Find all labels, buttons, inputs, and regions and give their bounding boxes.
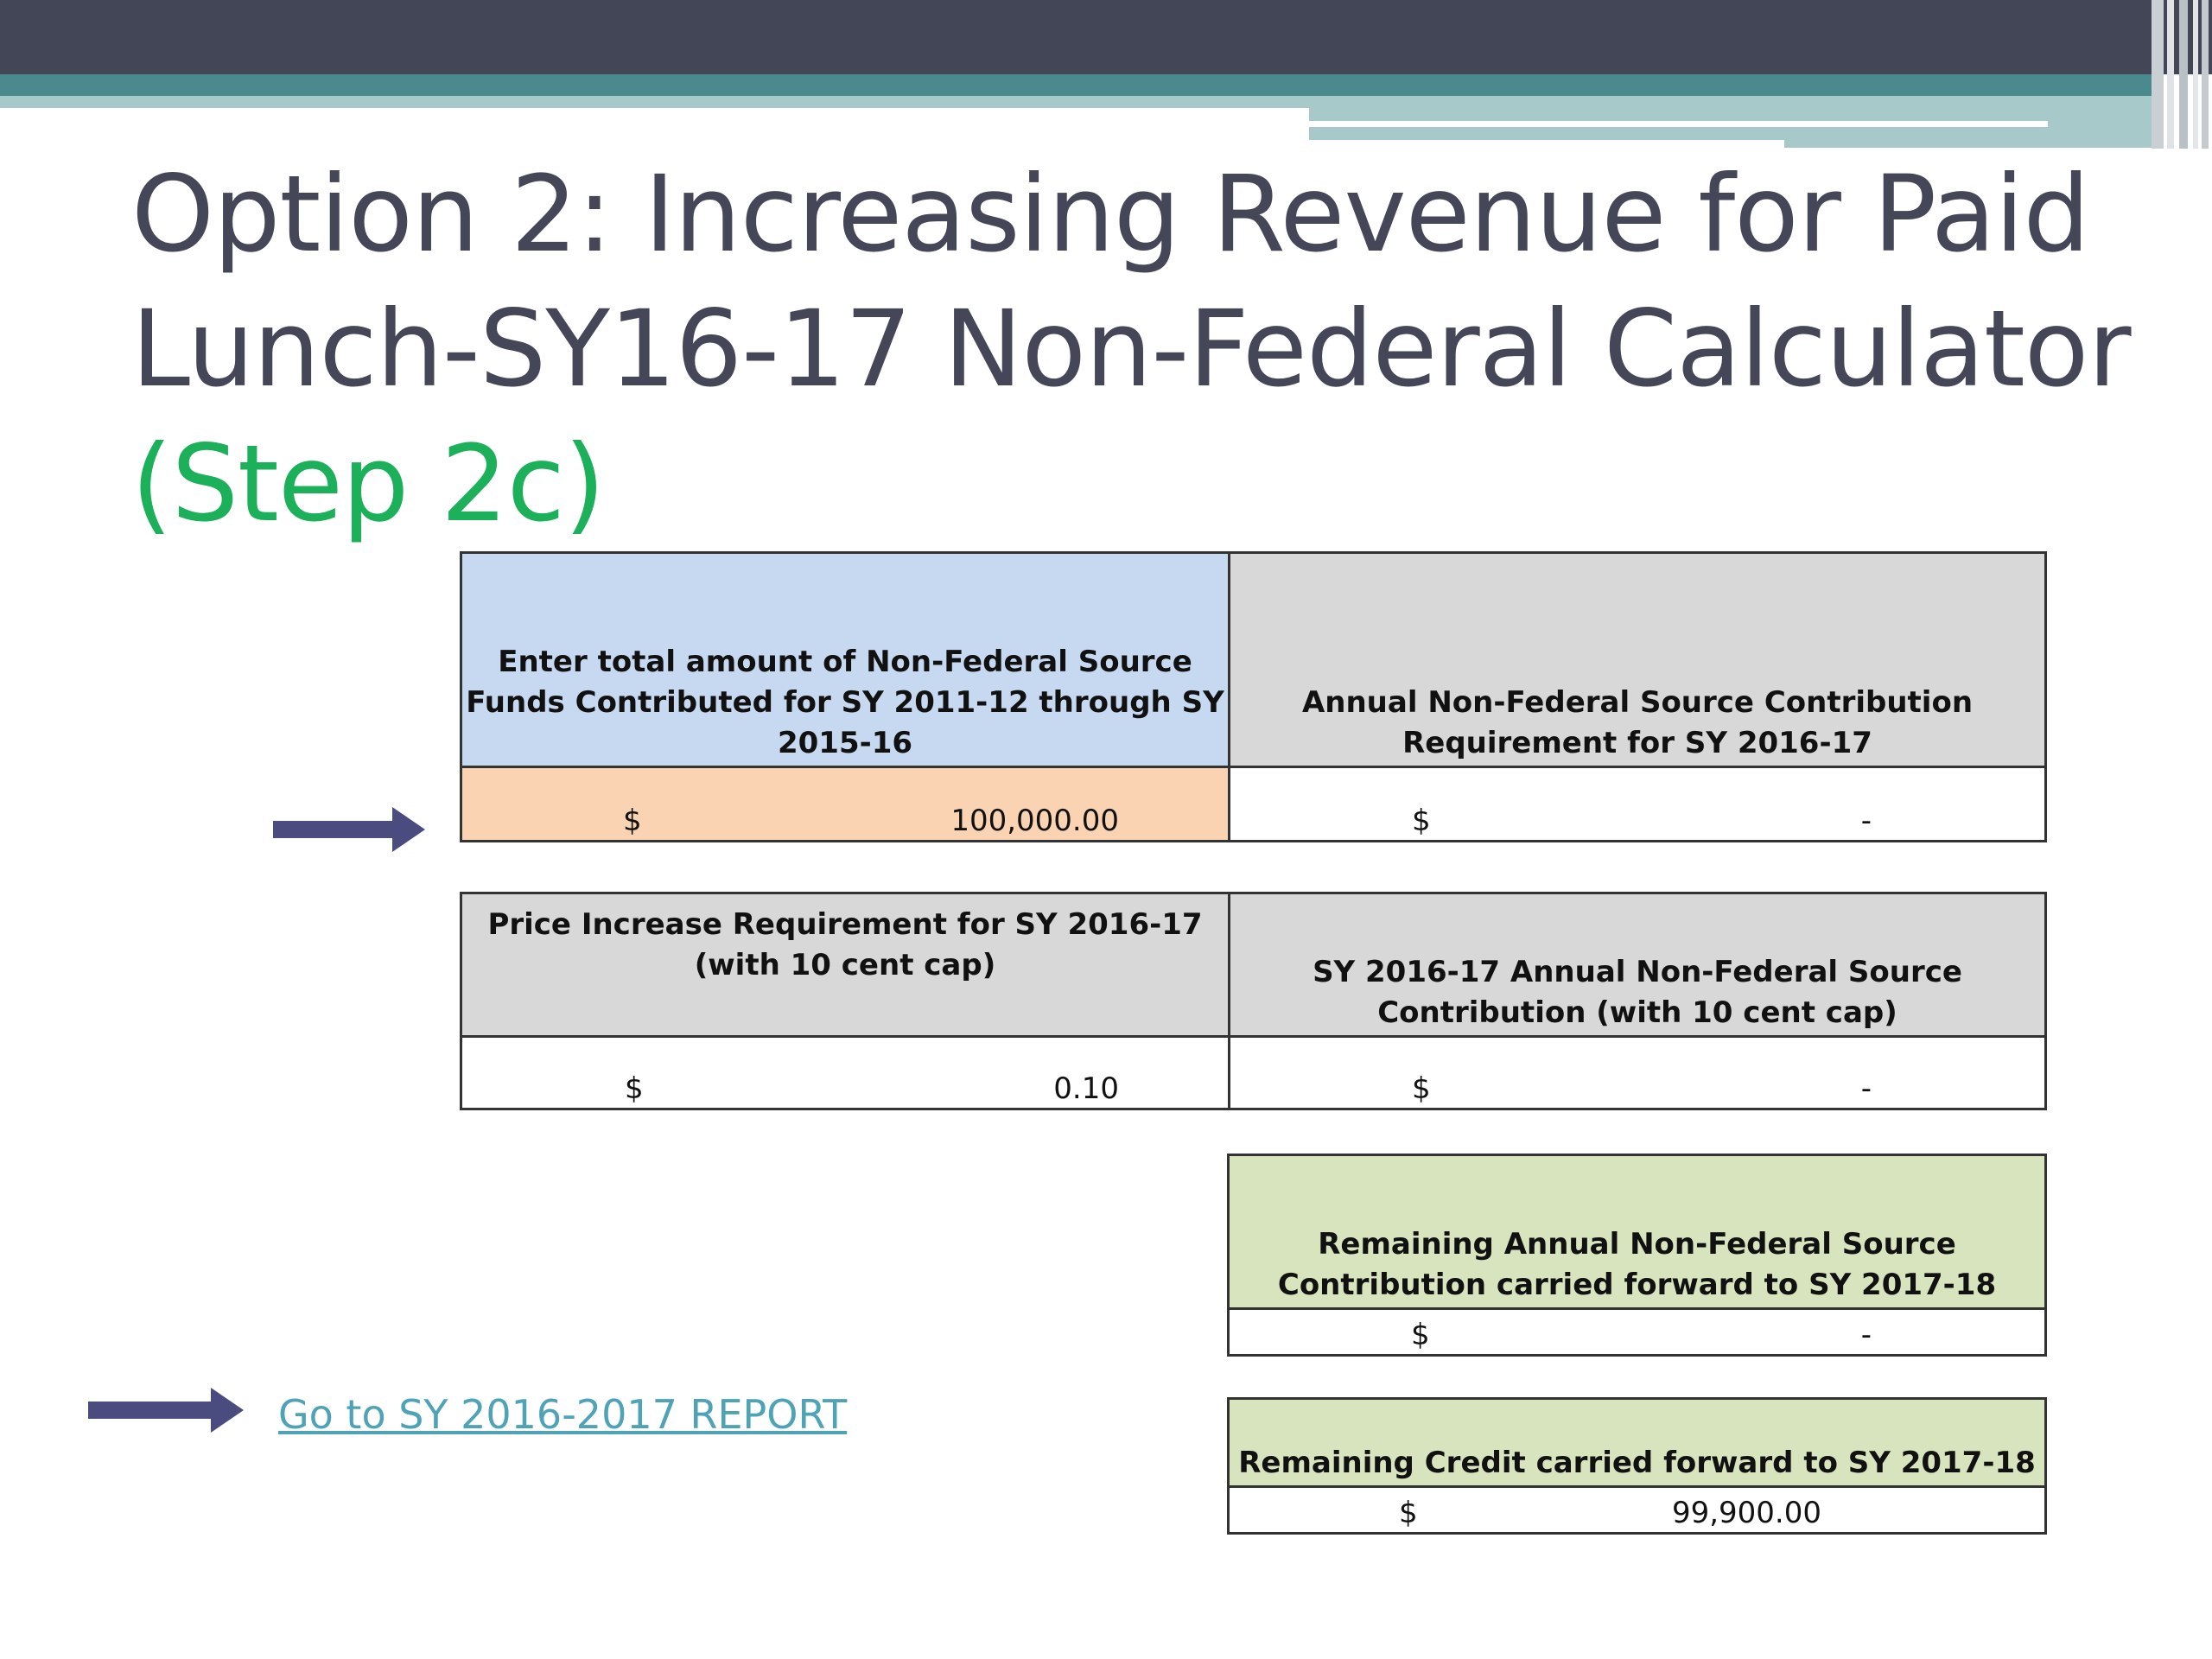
header-band-light <box>0 96 1309 108</box>
price-increase-table <box>460 892 2047 1110</box>
input-header: Enter total amount of Non-Federal Source Funds Contributed for SY 2011-12 through SY 2015-16 <box>461 553 1230 767</box>
header-band-line <box>1309 121 2048 127</box>
price-cell <box>461 1037 1230 1109</box>
remaining-contribution-cell <box>1229 1309 2046 1356</box>
title-line-2: Lunch-SY16-17 Non-Federal Calculator <box>131 288 2131 410</box>
price-value: 0.10 <box>1053 1071 1119 1106</box>
header-stripe <box>2152 0 2164 149</box>
contribution-cell <box>1230 1037 2046 1109</box>
requirement-value: - <box>1860 804 1872 838</box>
header-stripe <box>2179 0 2188 149</box>
remaining-credit-table <box>1227 1397 2047 1535</box>
input-cell[interactable] <box>461 767 1230 842</box>
contribution-header: SY 2016-17 Annual Non-Federal Source Contribution (with 10 cent cap) <box>1230 893 2046 1037</box>
contribution-value: - <box>1860 1071 1872 1106</box>
title-line-1: Option 2: Increasing Revenue for Paid <box>131 153 2089 276</box>
title-step: (Step 2c) <box>131 423 605 545</box>
header-stripe <box>2193 0 2198 149</box>
input-value[interactable]: 100,000.00 <box>950 804 1119 838</box>
price-header: Price Increase Requirement for SY 2016-17 (with 10 cent cap) <box>461 893 1230 1037</box>
report-link[interactable]: Go to SY 2016-2017 REPORT <box>278 1391 848 1438</box>
requirement-cell <box>1230 767 2046 842</box>
arrow-right-icon <box>88 1386 247 1434</box>
arrow-right-icon <box>273 805 429 854</box>
remaining-contribution-value: - <box>1860 1318 1872 1352</box>
remaining-contribution-header: Remaining Annual Non-Federal Source Contribution carried forward to SY 2017-18 <box>1229 1155 2046 1309</box>
remaining-credit-header: Remaining Credit carried forward to SY 2017-18 <box>1229 1399 2046 1487</box>
header-stripe <box>2202 0 2209 149</box>
currency-symbol: $ <box>1411 1318 1430 1352</box>
requirement-header: Annual Non-Federal Source Contribution Requirement for SY 2016-17 <box>1230 553 2046 767</box>
currency-symbol: $ <box>1412 804 1431 838</box>
currency-symbol: $ <box>1412 1071 1431 1106</box>
currency-symbol: $ <box>1399 1496 1418 1530</box>
currency-symbol: $ <box>625 1071 644 1106</box>
remaining-contribution-table <box>1227 1154 2047 1357</box>
header-band-teal <box>0 74 2152 96</box>
header-band-dark <box>0 0 2212 74</box>
remaining-credit-value: 99,900.00 <box>1671 1496 1821 1530</box>
header-stripe <box>2167 0 2174 149</box>
contribution-input-table <box>460 551 2047 842</box>
slide-title <box>131 147 2131 551</box>
currency-symbol: $ <box>623 804 642 838</box>
remaining-credit-cell <box>1229 1487 2046 1534</box>
